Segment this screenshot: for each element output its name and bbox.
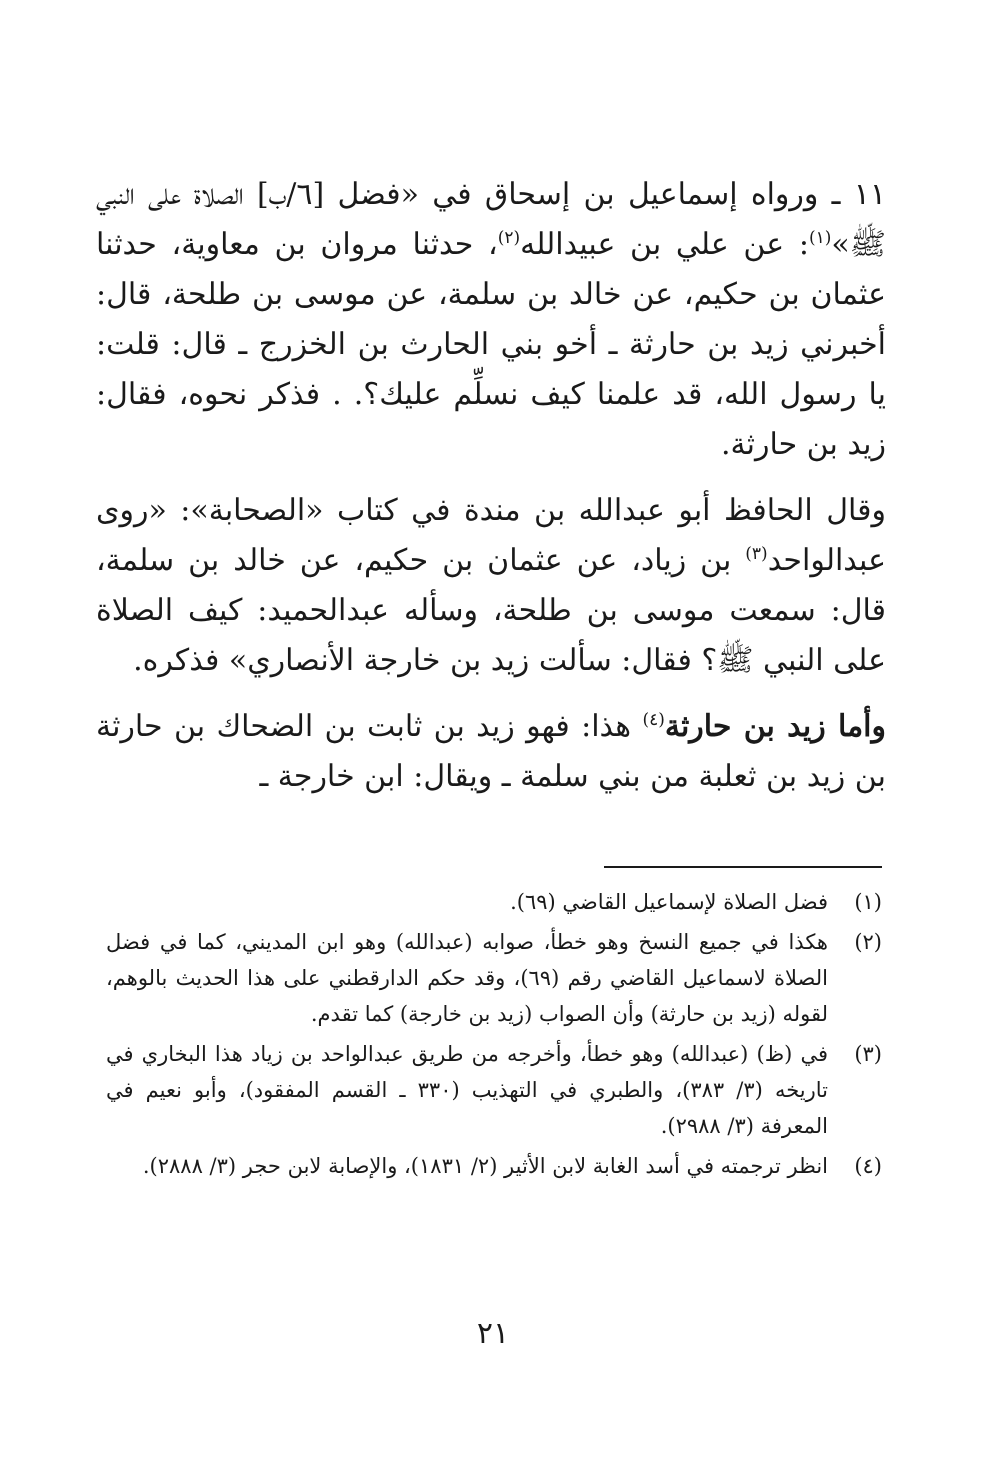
paragraph-text: ، حدثنا مروان بن معاوية، حدثنا عثمان بن حكيم، عن خالد بن سلمة، عن موسى بن طلحة، قال: أخبرني زيد بن حارثة ـ أخو بني الحارث بن الخزرج ـ قال: قلت: يا رسول الله، قد علمنا كيف نسلِّم عليك؟. . فذكر نحوه، فقال: زيد بن حارثة.	[96, 227, 886, 462]
page-number: ٢١	[476, 1316, 510, 1351]
bold-heading-text: وأما زيد بن حارثة	[664, 709, 886, 744]
footnote-4	[106, 1148, 882, 1184]
paragraph-text: وقال الحافظ أبو عبدالله بن مندة في كتاب «الصحابة»: «روى عبدالواحد	[96, 493, 886, 578]
main-text	[96, 170, 886, 802]
footnote-text: هكذا في جميع النسخ وهو خطأ، صوابه (عبدالله) وهو ابن المديني، كما في فضل الصلاة لاسماعيل القاضي رقم (٦٩)، وقد حكم الدارقطني على هذا الحديث بالوهم، لقوله (زيد بن حارثة) وأن الصواب (زيد بن خارجة) كما تقدم.	[106, 930, 829, 1026]
paragraph-ibn-mandah	[96, 486, 886, 686]
paragraph-text: بن زياد، عن عثمان بن حكيم، عن خالد بن سلمة، قال: سمعت موسى بن طلحة، وسأله عبدالحميد: كيف الصلاة على النبي ﷺ؟ فقال: سألت زيد بن خارجة الأنصاري» فذكره.	[96, 543, 886, 678]
paragraph-text: هذا: فهو زيد بن ثابت بن الضحاك بن حارثة بن زيد بن ثعلبة من بني سلمة ـ ويقال: ابن خارجة ـ	[96, 709, 886, 794]
footnotes-list	[106, 884, 882, 1188]
footnote-ref-4: (٤)	[642, 710, 665, 730]
footnote-1	[106, 884, 882, 920]
footnote-number: (١)	[854, 890, 882, 914]
paragraph-text: : عن علي بن عبيدالله	[520, 227, 809, 262]
paragraph-zayd-ibn-haritha	[96, 702, 886, 802]
footnote-2	[106, 924, 882, 1032]
paragraph-text: ١١ ـ ورواه إسماعيل بن إسحاق في «فضل [٦/ب] الصلاة على النبي ﷺ»	[96, 177, 886, 262]
footnote-number: (٤)	[854, 1154, 882, 1178]
footnote-separator	[604, 866, 882, 868]
footnote-3	[106, 1036, 882, 1144]
paragraph-hadith-11	[96, 170, 886, 470]
footnote-number: (٣)	[854, 1042, 882, 1066]
footnote-text: انظر ترجمته في أسد الغابة لابن الأثير (٢/ ١٨٣١)، والإصابة لابن حجر (٣/ ٢٨٨٨).	[142, 1154, 828, 1178]
footnote-ref-3: (٣)	[745, 544, 768, 564]
footnote-number: (٢)	[854, 930, 882, 954]
footnote-ref-2: (٢)	[497, 228, 521, 248]
footnote-ref-1: (١)	[808, 228, 832, 248]
footnote-text: فضل الصلاة لإسماعيل القاضي (٦٩).	[510, 890, 828, 914]
footnote-text: في (ظ) (عبدالله) وهو خطأ، وأخرجه من طريق عبدالواحد بن زياد هذا البخاري في تاريخه (٣/ ٣٨٣)، والطبري في التهذيب (٣٣٠ ـ القسم المفقود)، وأبو نعيم في المعرفة (٣/ ٢٩٨٨).	[106, 1042, 828, 1138]
